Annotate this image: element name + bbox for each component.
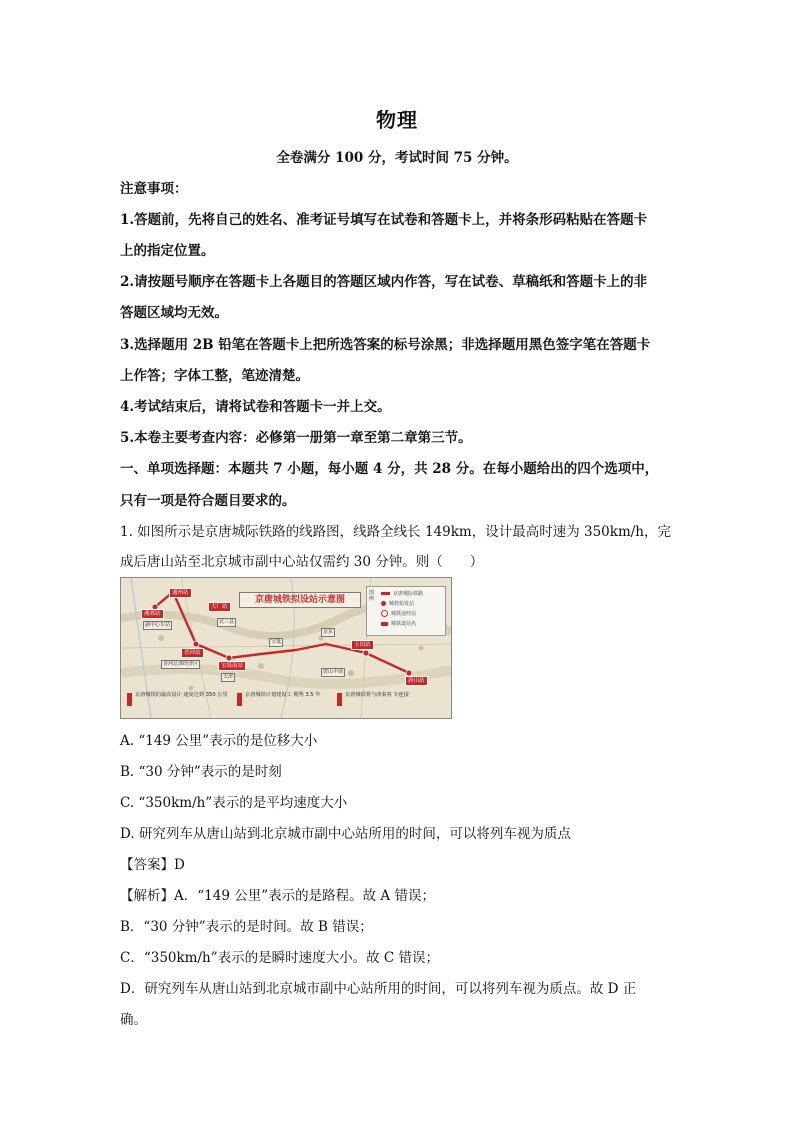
analysis-line: B．“30 分钟”表示的是时间。故 B 错误； [120,919,373,935]
start-station-icon [381,601,386,606]
station-label-icon [381,622,388,626]
station-label: 大厂站 [208,602,231,612]
option-d: D. 研究列车从唐山站到北京城市副中心站所用的时间，可以将列车视为质点 [120,826,571,842]
place-label: 副中心车站 [145,622,171,628]
place-label: 京东 [323,629,334,635]
route-swatch-icon [381,592,390,595]
option-b: B. “30 分钟”表示的是时刻 [120,764,282,780]
notice-line: 上的指定位置。 [120,243,215,259]
notice-heading: 注意事项： [120,181,188,197]
notice-line: 1.答题前，先将自己的姓名、准考证号填写在试卷和答题卡上，并将条形码粘贴在答题卡 [120,212,648,228]
legend-item: 城铁设站名 [381,620,416,628]
place-label: 天津 [223,674,234,680]
answer-label: 【答案】 [120,857,174,873]
legend-item: 京唐城际铁路 [381,590,423,598]
notice-line: 3.选择题用 2B 铅笔在答题卡上把所选答案的标号涂黑；非选择题用黑色签字笔在答题卡 [120,337,651,353]
section-heading-cont: 只有一项是符合题目要求的。 [120,493,296,509]
station-label: 宝坻南站 [218,661,246,671]
notice-line: 答题区域均无效。 [120,305,228,321]
legend-item: 城铁始发站 [381,600,414,608]
page-title: 物理 [376,108,418,132]
map-legend [366,586,446,636]
station-label: 通州站 [169,588,192,598]
place-label: 宝坻 [271,639,282,645]
station-label: 玉田站 [351,640,374,650]
station-label: 香河站 [181,648,204,658]
option-c: C. “350km/h”表示的是平均速度大小 [120,795,348,811]
place-label: 香河总部经济区 [163,661,199,667]
question-stem-cont: 成后唐山站至北京城市副中心站仅需约 30 分钟。则（ ） [120,554,484,570]
analysis-line: 确。 [120,1012,147,1028]
station-label: 燕郊站 [141,609,164,619]
via-station-icon [381,610,388,617]
legend-title: 图例 [369,590,375,602]
exam-info: 全卷满分 100 分，考试时间 75 分钟。 [276,150,518,166]
map-info-box: 京唐城铁的最高设计 速度达到 350 公里 [127,692,235,714]
map-info-box: 京唐城铁将与津秦客 专连接 [337,692,425,714]
station-marker [193,641,199,647]
legend-item: 城铁途经站 [381,610,416,618]
option-a: A. “149 公里”表示的是位移大小 [120,733,318,749]
question-stem: 1. 如图所示是京唐城际铁路的线路图，线路全线长 149km，设计最高时速为 350km/h，完 [120,524,671,540]
notice-line: 5.本卷主要考查内容：必修第一册第一章至第二章第三节。 [120,430,472,446]
notice-line: 上作答；字体工整，笔迹清楚。 [120,368,309,384]
notice-line: 2.请按题号顺序在答题卡上各题目的答题区域内作答，写在试卷、草稿纸和答题卡上的非 [120,274,648,290]
map-title: 京唐城铁拟设站示意图 [239,592,361,608]
analysis-line: 【解析】A．“149 公里”表示的是路程。故 A 错误； [120,888,435,904]
railway-map-figure [120,577,452,719]
analysis-label: 【解析】 [120,888,174,904]
station-label: 唐山站 [405,676,428,686]
place-label: 唐山丰南 [323,669,344,675]
notice-line: 4.考试结束后，请将试卷和答题卡一并上交。 [120,399,391,415]
answer-line [120,853,185,873]
analysis-line: C．“350km/h”表示的是瞬时速度大小。故 C 错误； [120,950,440,966]
analysis-line: D．研究列车从唐山站到北京城市副中心站所用的时间，可以将列车视为质点。故 D 正 [120,981,637,997]
section-heading: 一、单项选择题：本题共 7 小题，每小题 4 分，共 28 分。在每小题给出的四个选项中， [120,461,659,477]
answer-value: D [174,857,185,873]
map-info-box: 京唐城铁计划建设工 期为 3.5 年 [237,692,335,714]
place-label: 北三县 [219,619,235,625]
station-marker [363,650,369,656]
